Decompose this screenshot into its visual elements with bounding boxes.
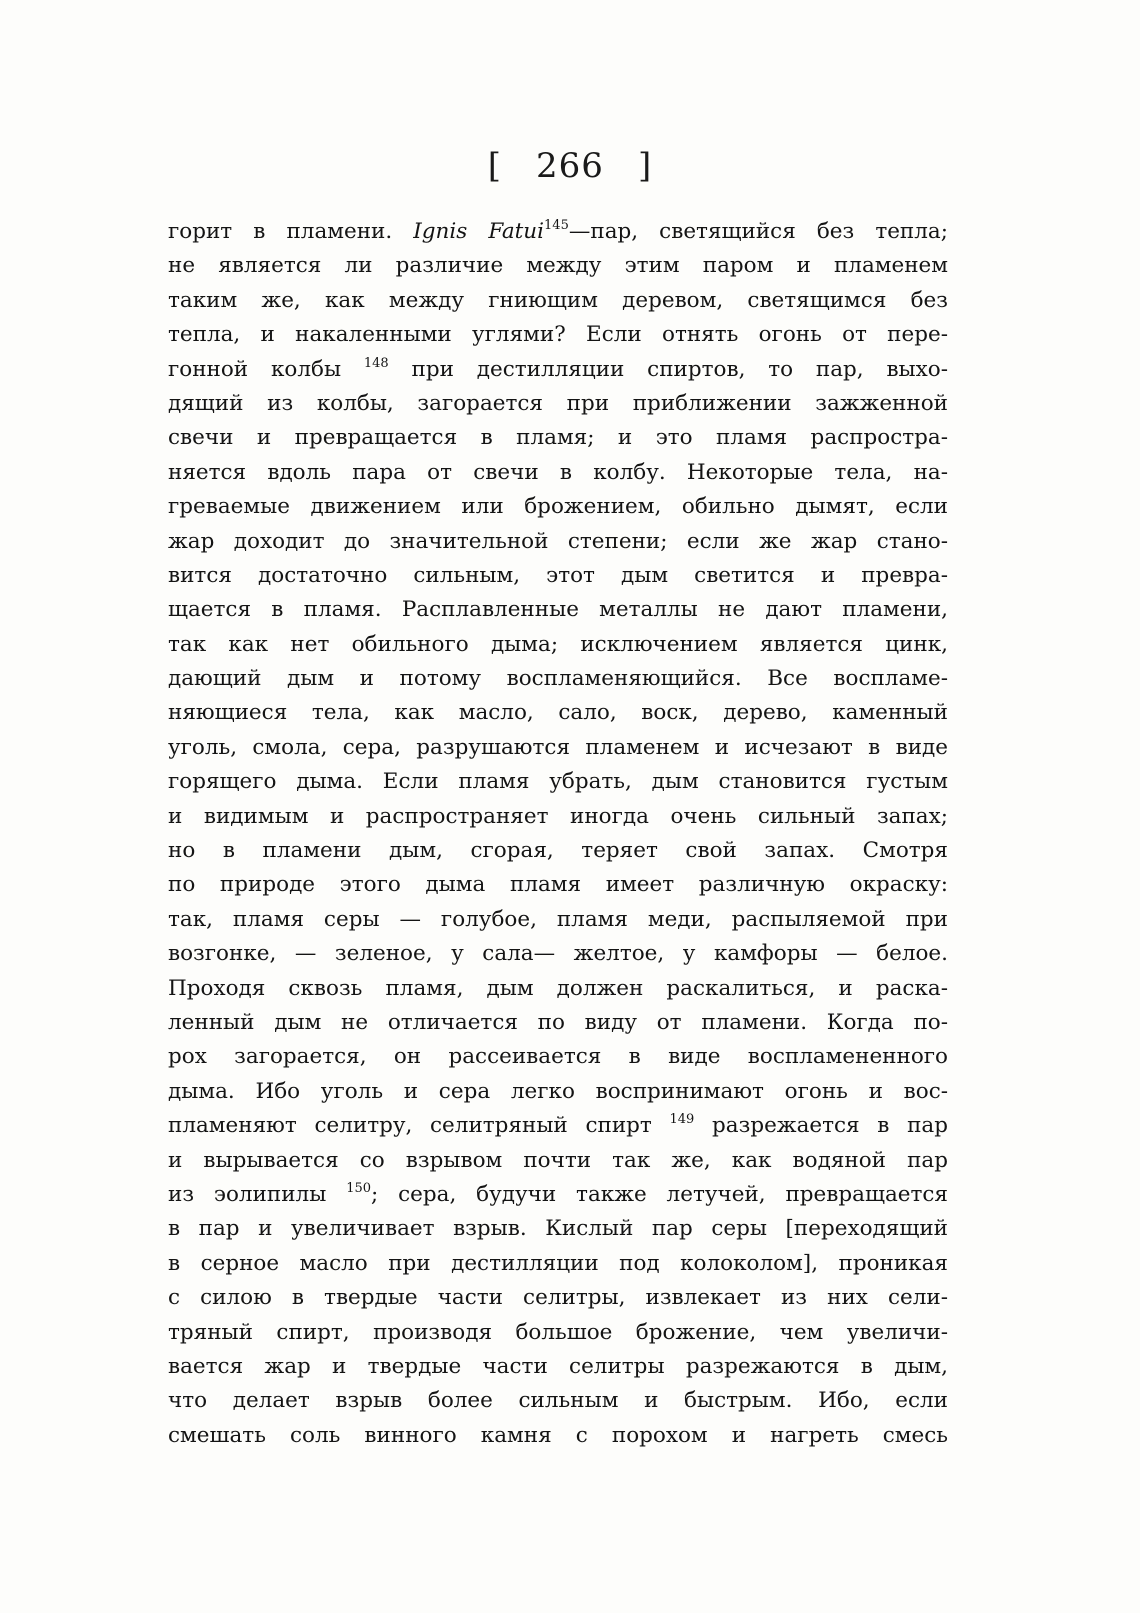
text-line: жар доходит до значительной степени; если же жар стано- xyxy=(168,528,948,554)
text-line: вится достаточно сильным, этот дым светится и превра- xyxy=(168,562,948,588)
text-line-part: горит в пламени. xyxy=(168,219,414,244)
text-line: горящего дыма. Если пламя убрать, дым становится густым xyxy=(168,769,948,795)
text-line: Проходя сквозь пламя, дым должен раскалиться, и раска- xyxy=(168,975,948,1001)
body-text xyxy=(168,215,948,1453)
text-line: и вырывается со взрывом почти так же, как водяной пар xyxy=(168,1147,948,1173)
text-line: не является ли различие между этим паром и пламенем xyxy=(168,253,948,279)
text-line-part: разрежается в пар xyxy=(694,1113,949,1139)
text-line xyxy=(168,215,948,249)
text-line-part: ; сера, будучи также летучей, превращается xyxy=(371,1181,948,1207)
text-line-part: из эолипилы xyxy=(168,1181,347,1207)
text-line: свечи и превращается в пламя; и это пламя распростра- xyxy=(168,425,948,451)
italic-term: Ignis Fatui xyxy=(413,219,545,244)
text-line: в серное масло при дестилляции под колоколом], проникая xyxy=(168,1250,948,1276)
text-line-part: гонной колбы xyxy=(168,356,364,382)
text-line: няющиеся тела, как масло, сало, воск, дерево, каменный xyxy=(168,700,948,726)
text-line: няется вдоль пара от свечи в колбу. Некоторые тела, на- xyxy=(168,459,948,485)
text-line: тепла, и накаленными углями? Если отнять огонь от пере- xyxy=(168,322,948,348)
text-line: так, пламя серы — голубое, пламя меди, распыляемой при xyxy=(168,906,948,932)
text-line: вается жар и твердые части селитры разрежаются в дым, xyxy=(168,1353,948,1379)
text-line: дящий из колбы, загорается при приближении зажженной xyxy=(168,390,948,416)
text-line: так как нет обильного дыма; исключением является цинк, xyxy=(168,631,948,657)
page-number-bracket-close: ] xyxy=(637,146,653,186)
page-number: 266 xyxy=(536,146,604,186)
footnote-ref: 150 xyxy=(346,1180,372,1196)
text-line: таким же, как между гниющим деревом, светящимся без xyxy=(168,287,948,313)
text-line: и видимым и распространяет иногда очень сильный запах; xyxy=(168,803,948,829)
text-line: по природе этого дыма пламя имеет различную окраску: xyxy=(168,872,948,898)
text-line: уголь, смола, сера, разрушаются пламенем и исчезают в виде xyxy=(168,734,948,760)
text-line xyxy=(168,353,948,387)
text-line: но в пламени дым, сгорая, теряет свой запах. Смотря xyxy=(168,838,948,864)
text-line: рох загорается, он рассеивается в виде воспламененного xyxy=(168,1044,948,1070)
footnote-ref: 149 xyxy=(669,1112,695,1128)
page-number-header xyxy=(0,146,1140,186)
text-line-part: при дестилляции спиртов, то пар, выхо- xyxy=(388,356,948,382)
text-line: в пар и увеличивает взрыв. Кислый пар серы [переходящий xyxy=(168,1216,948,1242)
text-line: щается в пламя. Расплавленные металлы не дают пламени, xyxy=(168,597,948,623)
text-line: возгонке, — зеленое, у сала— желтое, у камфоры — белое. xyxy=(168,941,948,967)
page-number-bracket-open: [ xyxy=(487,146,503,186)
text-line: смешать соль винного камня с порохом и нагреть смесь xyxy=(168,1422,948,1448)
text-line: что делает взрыв более сильным и быстрым. Ибо, если xyxy=(168,1388,948,1414)
text-line xyxy=(168,1178,948,1212)
text-line: тряный спирт, производя большое брожение, чем увеличи- xyxy=(168,1319,948,1345)
footnote-ref: 148 xyxy=(363,355,389,371)
text-line xyxy=(168,1109,948,1143)
text-line: ленный дым не отличается по виду от пламени. Когда по- xyxy=(168,1009,948,1035)
text-line: дыма. Ибо уголь и сера легко воспринимают огонь и вос- xyxy=(168,1078,948,1104)
text-line: с силою в твердые части селитры, извлекает из них сели- xyxy=(168,1285,948,1311)
text-line: греваемые движением или брожением, обильно дымят, если xyxy=(168,494,948,520)
text-line-part: —пар, светящийся без тепла; xyxy=(568,219,948,244)
footnote-ref: 145 xyxy=(544,218,569,233)
text-line-part: пламеняют селитру, селитряный спирт xyxy=(168,1113,670,1139)
text-line: дающий дым и потому воспламеняющийся. Все воспламе- xyxy=(168,666,948,692)
